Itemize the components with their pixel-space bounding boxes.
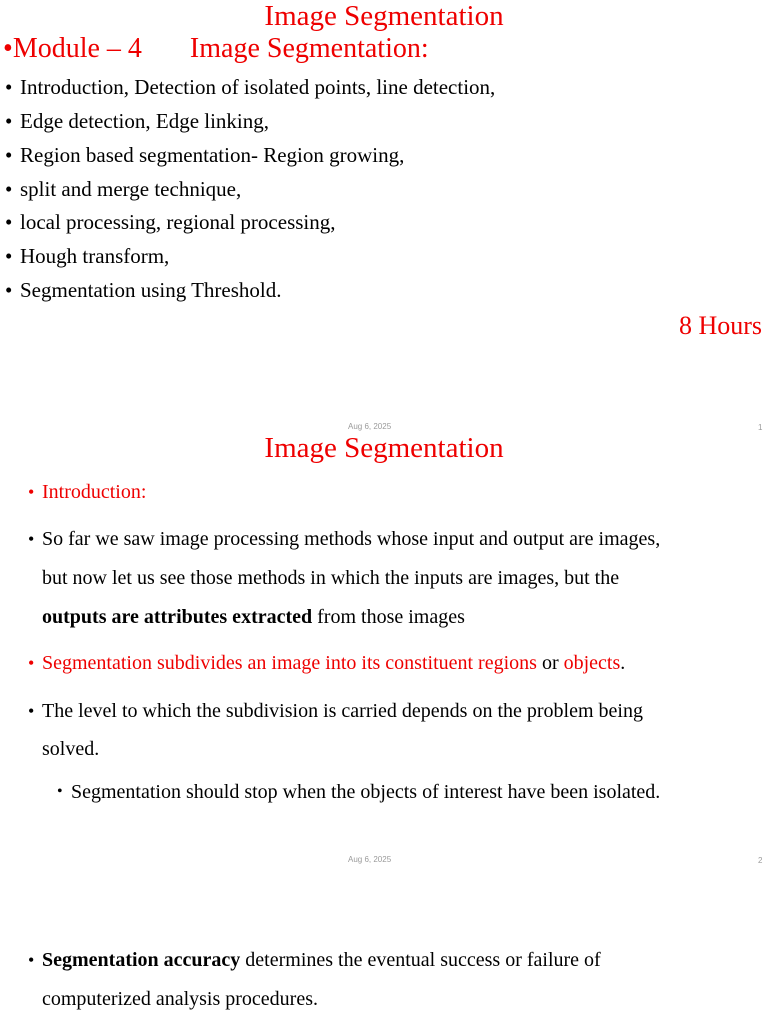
- text-line: but now let us see those methods in which the inputs are images, but the: [42, 567, 620, 589]
- page-number: 2: [758, 856, 763, 865]
- bold-phrase: Segmentation accuracy: [42, 949, 241, 971]
- list-item: • Segmentation accuracy determines the eventual success or failure of: [28, 949, 601, 971]
- list-item: • So far we saw image processing methods whose input and output are images,: [28, 528, 661, 550]
- module-title: Image Segmentation:: [189, 33, 429, 64]
- list-item: • Edge detection, Edge linking,: [5, 109, 270, 133]
- list-item: • local processing, regional processing,: [5, 210, 336, 234]
- slide1-title: Image Segmentation: [264, 0, 504, 32]
- footer-date: Aug 6, 2025: [348, 422, 392, 431]
- text-line: outputs are attributes extracted from those images: [42, 606, 465, 628]
- list-item: • Introduction, Detection of isolated points, line detection,: [5, 75, 496, 99]
- text-line: solved.: [42, 738, 100, 760]
- list-item: • split and merge technique,: [5, 177, 242, 201]
- list-item: • Segmentation subdivides an image into its constituent regions or objects.: [28, 652, 626, 674]
- list-item: • Hough transform,: [5, 244, 170, 268]
- intro-heading: Introduction:: [42, 481, 147, 503]
- module-bullet: •: [3, 33, 13, 64]
- module-heading: [3, 32, 429, 66]
- module-label: Module – 4: [12, 33, 142, 64]
- list-item: • Region based segmentation- Region growing,: [5, 143, 405, 167]
- list-item: • Segmentation using Threshold.: [5, 278, 282, 302]
- list-item: • The level to which the subdivision is carried depends on the problem being: [28, 700, 643, 722]
- list-item: • Introduction:: [28, 481, 147, 503]
- text-line: computerized analysis procedures.: [42, 988, 319, 1010]
- duration-label: 8 Hours: [678, 311, 762, 340]
- bold-phrase: outputs are attributes extracted: [42, 606, 313, 628]
- slide2-title: Image Segmentation: [264, 432, 504, 464]
- sub-list-item: • Segmentation should stop when the objects of interest have been isolated.: [57, 781, 661, 803]
- page-number: 1: [758, 423, 763, 432]
- footer-date: Aug 6, 2025: [348, 855, 392, 864]
